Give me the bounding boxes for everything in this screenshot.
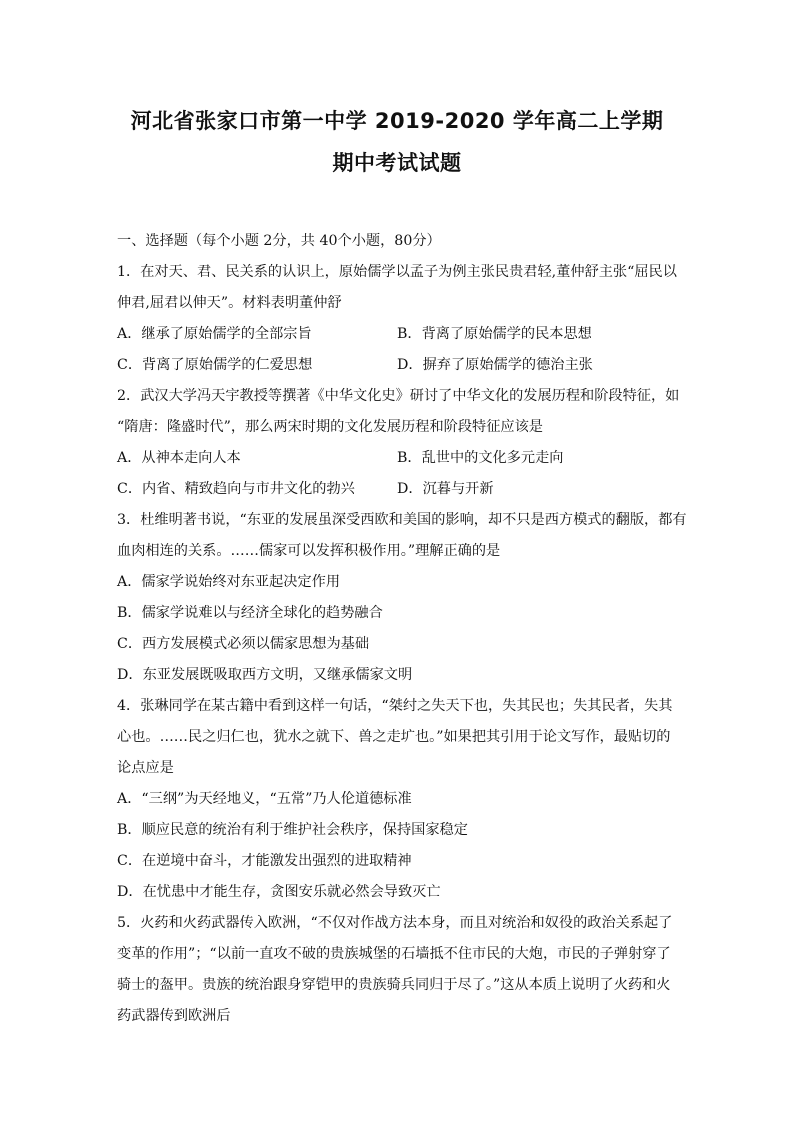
question-2-option-b: B．乱世中的文化多元走向 xyxy=(397,450,564,466)
question-2-stem-line-1: 2．武汉大学冯天宇教授等撰著《中华文化史》研讨了中华文化的发展历程和阶段特征，如 xyxy=(117,388,680,404)
question-1-option-d: D．摒弃了原始儒学的德治主张 xyxy=(397,357,593,373)
question-list xyxy=(117,226,687,1032)
question-1-options-row-2 xyxy=(117,350,687,381)
question-3-option-c: C．西方发展模式必须以儒家思想为基础 xyxy=(117,636,370,652)
question-2-options-row-1 xyxy=(117,443,687,474)
document-title-line1: 河北省张家口市第一中学 2019-2020 学年高二上学期 xyxy=(130,109,664,133)
question-3-stem-line-2: 血肉相连的关系。……儒家可以发挥积极作用。”理解正确的是 xyxy=(117,543,501,559)
question-1-option-b: B．背离了原始儒学的民本思想 xyxy=(397,326,592,342)
question-1-option-c: C．背离了原始儒学的仁爱思想 xyxy=(117,357,313,373)
question-2-options-row-2 xyxy=(117,474,687,505)
section-heading: 一、选择题（每个小题 2分，共 40个小题，80分） xyxy=(117,233,441,249)
question-2-option-d: D．沉暮与开新 xyxy=(397,481,494,497)
document-title-line2: 期中考试试题 xyxy=(332,151,462,175)
question-1-stem-line-1: 1．在对天、君、民关系的认识上，原始儒学以孟子为例主张民贵君轻,董仲舒主张“屈民以 xyxy=(117,264,677,280)
question-3-stem-line-1: 3．杜维明著书说，“东亚的发展虽深受西欧和美国的影响，却不只是西方模式的翻版，都有 xyxy=(117,512,687,528)
question-3-option-d: D．东亚发展既吸取西方文明，又继承儒家文明 xyxy=(117,667,413,683)
question-4-option-c: C．在逆境中奋斗，才能激发出强烈的进取精神 xyxy=(117,853,412,869)
question-1-option-a: A．继承了原始儒学的全部宗旨 xyxy=(117,326,312,342)
question-5-stem-line-4: 药武器传到欧洲后 xyxy=(117,1008,231,1024)
question-5-stem-line-3: 骑士的盔甲。贵族的统治跟身穿铠甲的贵族骑兵同归于尽了。”这从本质上说明了火药和火 xyxy=(117,977,671,993)
question-4-stem-line-2: 心也。……民之归仁也，犹水之就下、兽之走圹也。”如果把其引用于论文写作，最贴切的 xyxy=(117,729,671,745)
question-5-stem-line-2: 变革的作用”；“以前一直攻不破的贵族城堡的石墙抵不住市民的大炮，市民的子弹射穿了 xyxy=(117,946,671,962)
question-4-stem-line-1: 4．张琳同学在某古籍中看到这样一句话，“桀纣之失天下也，失其民也；失其民者，失其 xyxy=(117,698,673,714)
question-3-option-a: A．儒家学说始终对东亚起决定作用 xyxy=(117,574,341,590)
question-2-option-a: A．从神本走向人本 xyxy=(117,450,241,466)
question-2-option-c: C．内省、精致趋向与市井文化的勃兴 xyxy=(117,481,355,497)
question-1-options-row-1 xyxy=(117,319,687,350)
question-4-option-a: A．“三纲”为天经地义，“五常”乃人伦道德标准 xyxy=(117,791,412,807)
question-3-option-b: B．儒家学说难以与经济全球化的趋势融合 xyxy=(117,605,383,621)
question-4-option-b: B．顺应民意的统治有利于维护社会秩序，保持国家稳定 xyxy=(117,822,468,838)
question-2-stem-line-2: “隋唐：隆盛时代”，那么两宋时期的文化发展历程和阶段特征应该是 xyxy=(117,419,543,435)
question-1-stem-line-2: 伸君,屈君以伸天”。材料表明董仲舒 xyxy=(117,295,342,311)
question-5-stem-line-1: 5．火药和火药武器传入欧洲，“不仅对作战方法本身，而且对统治和奴役的政治关系起了 xyxy=(117,915,673,931)
question-4-option-d: D．在忧患中才能生存，贪图安乐就必然会导致灭亡 xyxy=(117,884,441,900)
question-4-stem-line-3: 论点应是 xyxy=(117,760,174,776)
